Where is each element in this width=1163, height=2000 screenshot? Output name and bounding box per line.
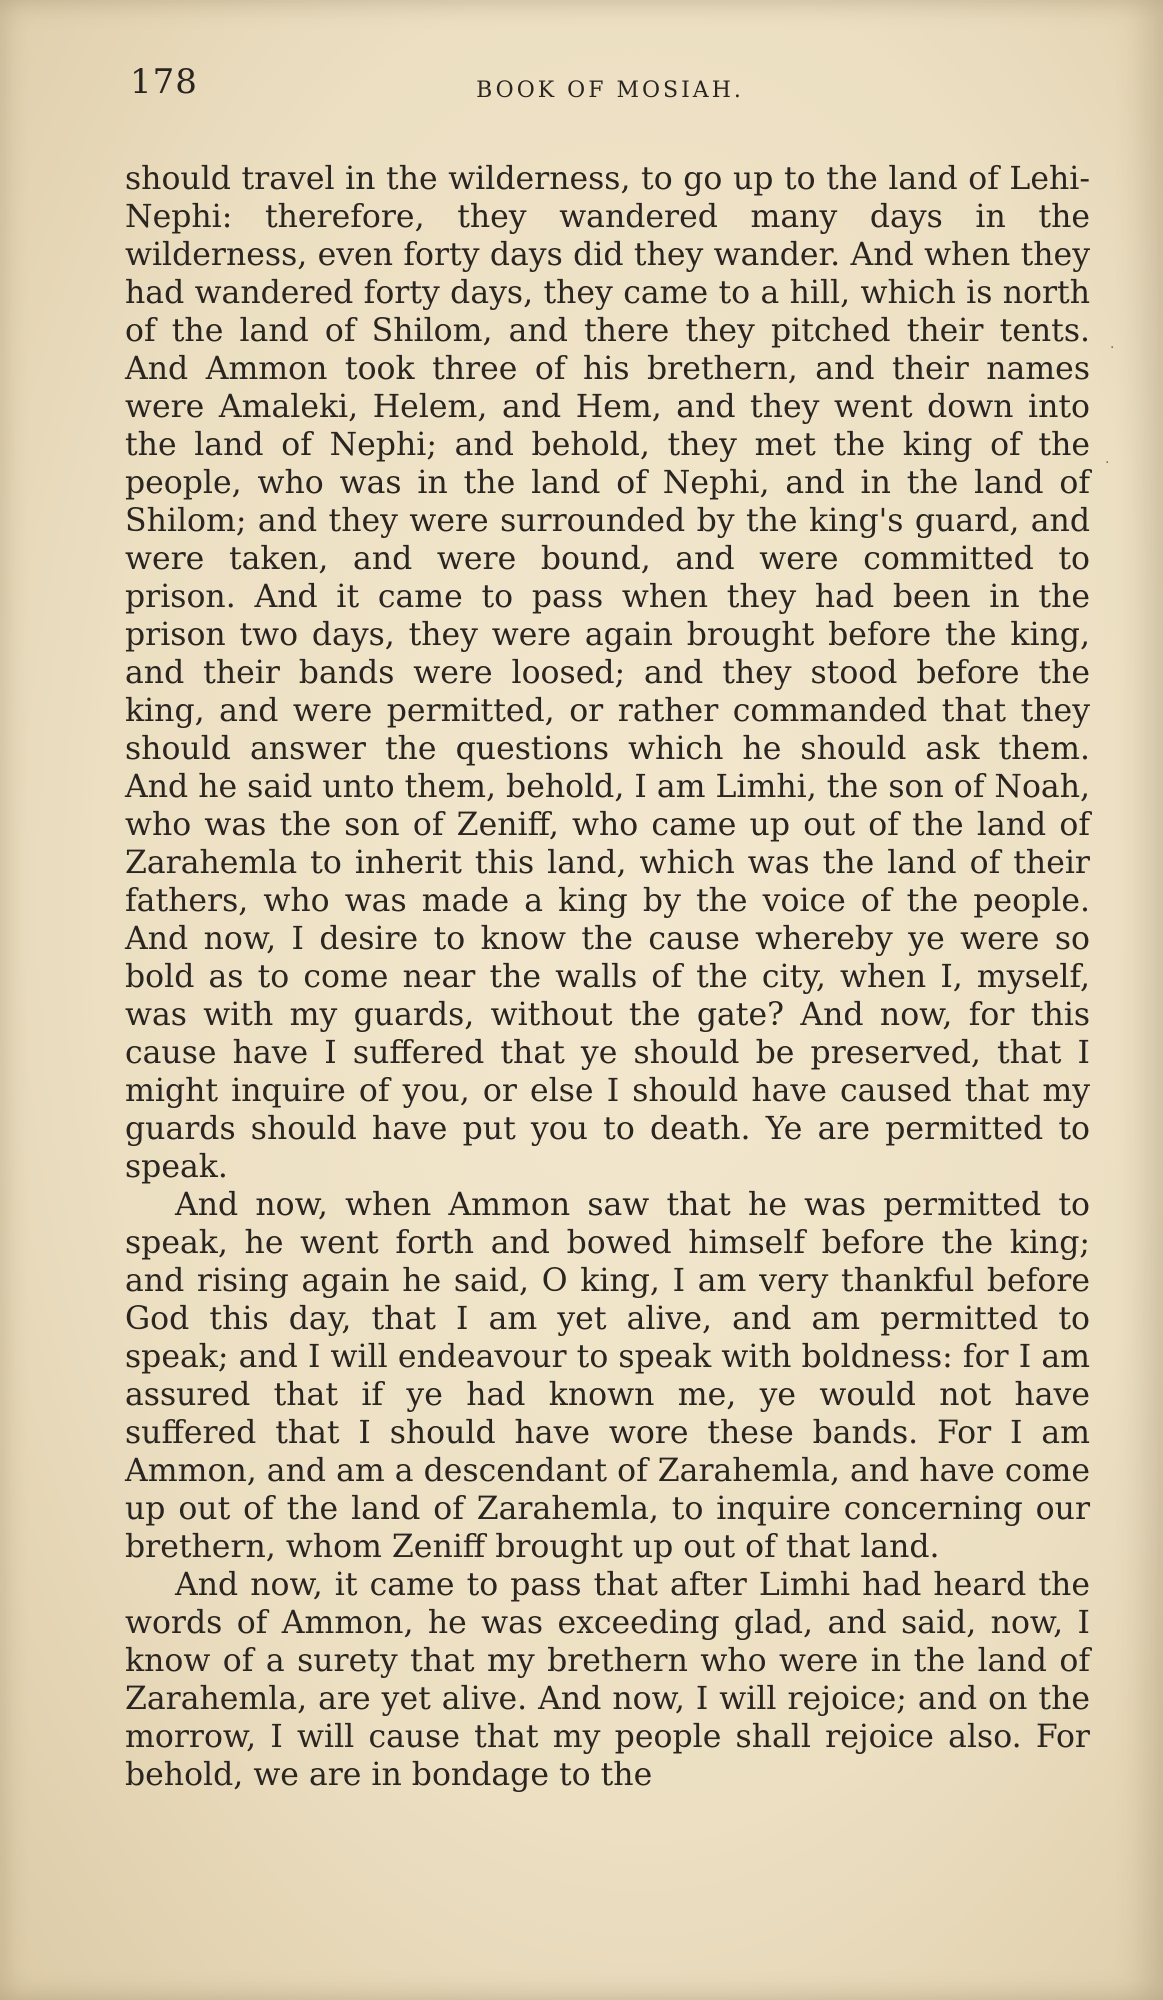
page-header bbox=[130, 62, 1090, 112]
running-head: BOOK OF MOSIAH. bbox=[476, 78, 744, 103]
page-body bbox=[125, 160, 1090, 1794]
paragraph-1: should travel in the wilderness, to go up to the land of Lehi-Nephi: therefore, they wandered many days in the wilderness, even forty days did they wander. And when they had wandered forty days, they came to a hill, which is north of the land of Shilom, and there they pitched their tents. And Ammon took three of his brethern, and their names were Amaleki, Helem, and Hem, and they went down into the land of Nephi; and behold, they met the king of the people, who was in the land of Nephi, and in the land of Shilom; and they were surrounded by the king's guard, and were taken, and were bound, and were committed to prison. And it came to pass when they had been in the prison two days, they were again brought before the king, and their bands were loosed; and they stood before the king, and were permitted, or rather commanded that they should answer the questions which he should ask them. And he said unto them, behold, I am Limhi, the son of Noah, who was the son of Zeniff, who came up out of the land of Zarahemla to inherit this land, which was the land of their fathers, who was made a king by the voice of the people. And now, I desire to know the cause whereby ye were so bold as to come near the walls of the city, when I, myself, was with my guards, without the gate? And now, for this cause have I suffered that ye should be preserved, that I might inquire of you, or else I should have caused that my guards should have put you to death. Ye are permitted to speak. bbox=[125, 161, 1091, 1185]
page-number: 178 bbox=[130, 62, 198, 102]
paragraph-2: And now, when Ammon saw that he was permitted to speak, he went forth and bowed himself before the king; and rising again he said, O king, I am very thankful before God this day, that I am yet alive, and am permitted to speak; and I will endeavour to speak with boldness: for I am assured that if ye had known me, ye would not have suffered that I should have wore these bands. For I am Ammon, and am a descendant of Zarahemla, and have come up out of the land of Zarahemla, to inquire concerning our brethern, whom Zeniff brought up out of that land. bbox=[125, 1187, 1090, 1565]
margin-speck: · bbox=[1110, 340, 1115, 356]
margin-speck: · bbox=[1105, 455, 1110, 471]
paragraph-3: And now, it came to pass that after Limhi had heard the words of Ammon, he was exceeding glad, and said, now, I know of a surety that my brethern who were in the land of Zarahemla, are yet alive. And now, I will rejoice; and on the morrow, I will cause that my people shall rejoice also. For behold, we are in bondage to the bbox=[125, 1567, 1090, 1793]
